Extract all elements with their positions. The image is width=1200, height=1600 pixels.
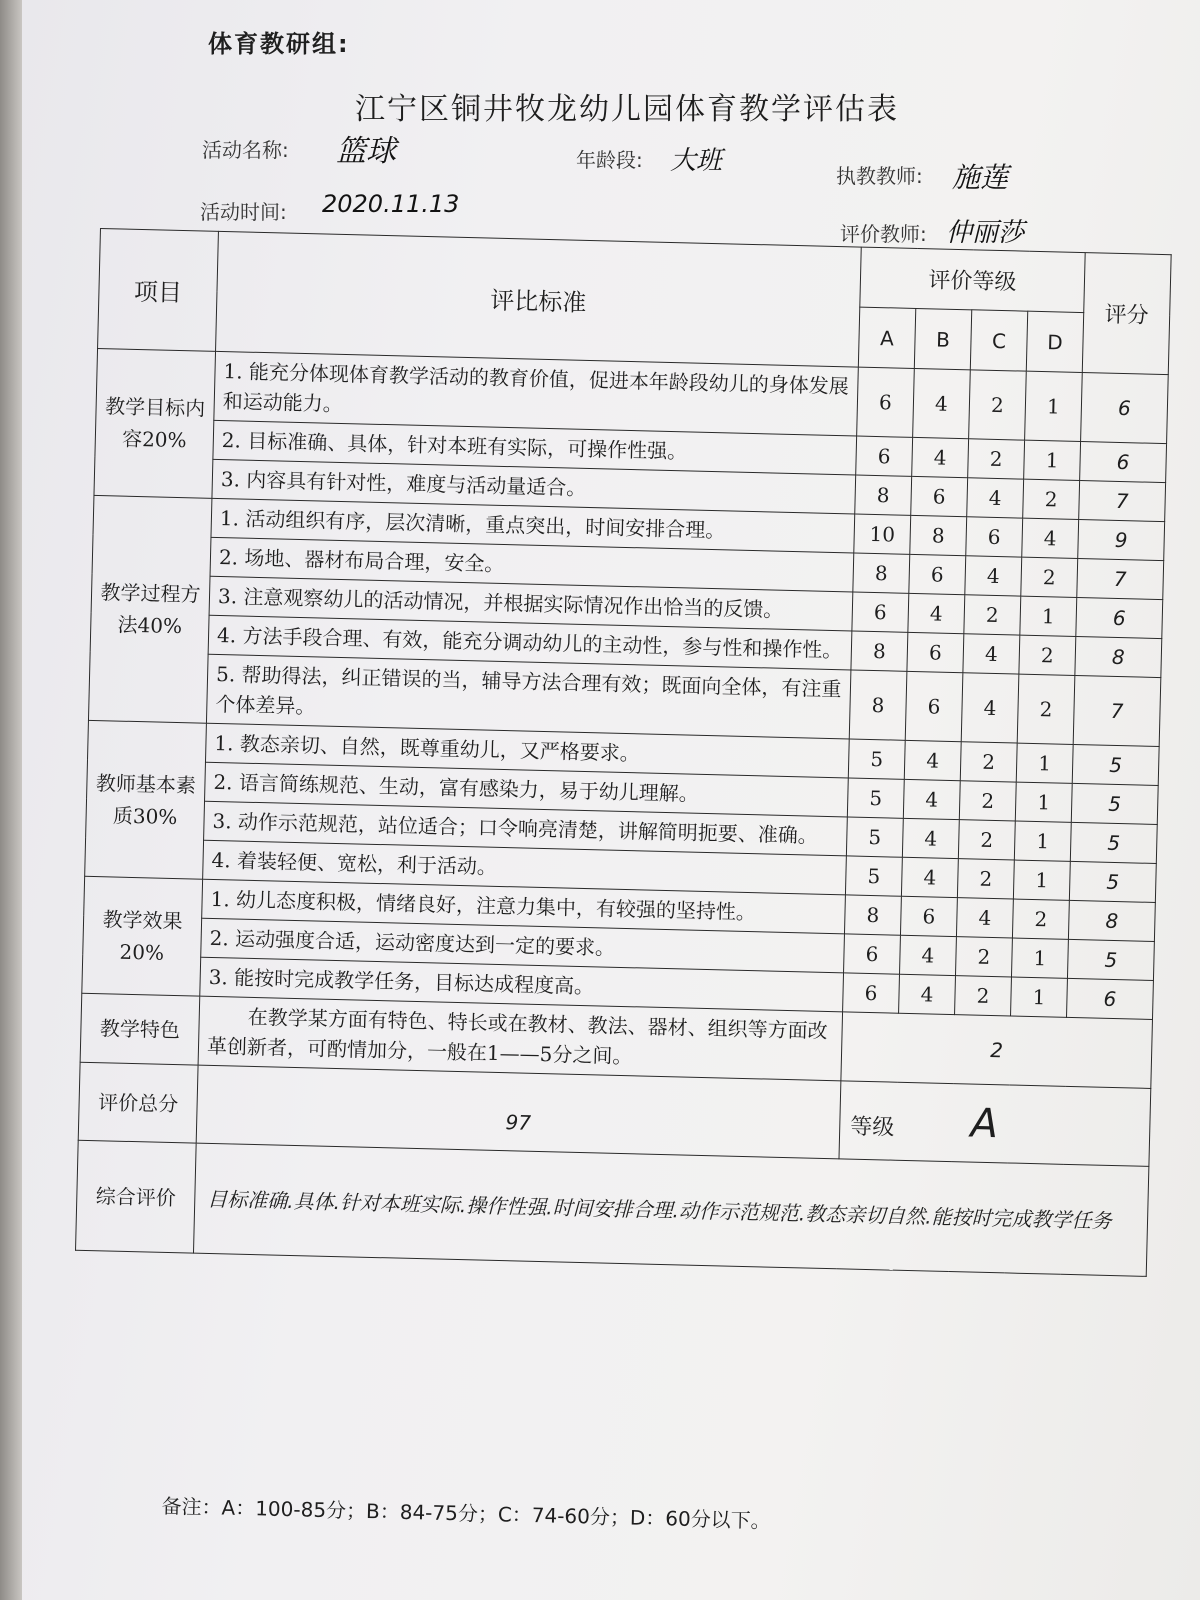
activity-time-label: 活动时间: <box>200 200 287 224</box>
level-d-value: 1 <box>1015 782 1072 822</box>
section-name: 教师基本素质30% <box>85 720 207 879</box>
criterion-text: 1. 教态亲切、自然，既尊重幼儿，又严格要求。 <box>205 723 849 778</box>
binding-spine <box>0 0 22 1600</box>
level-a-value: 8 <box>844 895 901 935</box>
grade-label: 等级 <box>849 1114 895 1141</box>
level-c-value: 4 <box>967 478 1024 518</box>
level-c-value: 2 <box>958 820 1015 860</box>
activity-name-label: 活动名称: <box>202 138 289 162</box>
level-a-value: 5 <box>845 856 902 896</box>
header-item: 项目 <box>98 229 219 352</box>
criterion-text: 3. 动作示范规范，站位适合；口令响亮清楚，讲解简明扼要、准确。 <box>204 801 848 856</box>
score-value: 7 <box>1077 558 1164 599</box>
group-title: 体育教研组: <box>208 30 350 58</box>
evaluator-label: 评价教师: <box>840 222 927 246</box>
level-b-value: 8 <box>910 515 967 555</box>
level-b-value: 4 <box>912 437 969 477</box>
feature-text: 在教学某方面有特色、特长或在教材、教法、器材、组织等方面改革创新者，可酌情加分，一般在1——5分之间。 <box>198 996 842 1081</box>
level-d-header: D <box>1026 311 1083 372</box>
level-a-value: 8 <box>853 553 910 593</box>
header-criteria: 评比标准 <box>216 231 862 367</box>
level-b-value: 4 <box>899 974 956 1014</box>
level-a-value: 6 <box>844 934 901 974</box>
level-b-value: 4 <box>901 857 958 897</box>
level-d-value: 1 <box>1025 371 1083 441</box>
level-c-value: 4 <box>963 634 1020 674</box>
score-value: 9 <box>1078 519 1165 560</box>
criterion-text: 4. 着装轻便、宽松，利于活动。 <box>203 840 847 895</box>
level-b-value: 4 <box>902 818 959 858</box>
level-d-value: 2 <box>1019 635 1076 675</box>
criterion-text: 2. 语言简练规范、生动，富有感染力，易于幼儿理解。 <box>205 762 849 817</box>
score-value: 6 <box>1067 978 1154 1019</box>
level-a-value: 5 <box>848 739 905 779</box>
level-a-value: 8 <box>849 670 907 740</box>
activity-time-value: 2020.11.13 <box>322 190 460 218</box>
level-d-value: 1 <box>1013 860 1070 900</box>
grade-value: A <box>970 1100 999 1147</box>
score-value: 5 <box>1072 744 1159 785</box>
criterion-text: 4. 方法手段合理、有效，能充分调动幼儿的主动性，参与性和操作性。 <box>208 615 852 670</box>
score-value: 5 <box>1069 861 1156 902</box>
level-a-value: 5 <box>846 817 903 857</box>
level-d-value: 1 <box>1011 938 1068 978</box>
total-value: 97 <box>196 1065 841 1159</box>
level-d-value: 2 <box>1023 479 1080 519</box>
criterion-text: 3. 内容具有针对性，难度与活动量适合。 <box>212 459 856 514</box>
criterion-text: 1. 活动组织有序，层次清晰，重点突出，时间安排合理。 <box>211 498 855 553</box>
level-d-value: 2 <box>1017 674 1075 744</box>
section-name: 教学目标内容20% <box>94 348 216 498</box>
level-c-value: 6 <box>966 517 1023 557</box>
grade-cell <box>839 1081 1151 1167</box>
criterion-text: 2. 场地、器材布局合理，安全。 <box>210 537 854 592</box>
level-c-value: 2 <box>964 595 1021 635</box>
level-b-value: 4 <box>908 593 965 633</box>
level-c-header: C <box>970 310 1027 371</box>
level-c-value: 2 <box>968 439 1025 479</box>
level-d-value: 1 <box>1016 743 1073 783</box>
level-b-value: 4 <box>900 935 957 975</box>
level-a-value: 10 <box>854 514 911 554</box>
comment-text: 目标准确.具体.针对本班实际.操作性强.时间安排合理.动作示范规范.教态亲切自然.能按时完成教学任务 <box>193 1143 1148 1276</box>
activity-name-value: 篮球 <box>336 134 396 169</box>
criterion-text: 2. 目标准确、具体，针对本班有实际，可操作性强。 <box>213 420 857 475</box>
level-d-value: 4 <box>1022 518 1079 558</box>
level-a-header: A <box>858 307 915 368</box>
level-c-value: 2 <box>959 781 1016 821</box>
level-b-value: 6 <box>907 632 964 672</box>
score-value: 6 <box>1081 373 1169 444</box>
level-b-value: 4 <box>904 740 961 780</box>
level-a-value: 8 <box>855 475 912 515</box>
score-value: 7 <box>1079 481 1166 522</box>
level-a-value: 6 <box>843 973 900 1013</box>
level-b-value: 4 <box>903 779 960 819</box>
header-levels: 评价等级 <box>860 247 1085 312</box>
criterion-text: 1. 能充分体现体育教学活动的教育价值，促进本年龄段幼儿的身体发展和运动能力。 <box>214 351 858 436</box>
level-a-value: 6 <box>856 436 913 476</box>
level-d-value: 1 <box>1014 821 1071 861</box>
level-b-value: 6 <box>905 671 963 741</box>
level-c-value: 2 <box>957 859 1014 899</box>
total-label: 评价总分 <box>78 1062 198 1143</box>
feature-label: 教学特色 <box>80 993 200 1065</box>
criterion-text: 5. 帮助得法，纠正错误的当，辅导方法合理有效；既面向全体，有注重个体差异。 <box>206 654 850 739</box>
score-value: 8 <box>1075 636 1162 677</box>
level-a-value: 8 <box>851 631 908 671</box>
age-group-label: 年龄段: <box>576 148 643 172</box>
score-value: 6 <box>1076 597 1163 638</box>
score-value: 8 <box>1068 900 1155 941</box>
score-value: 6 <box>1080 442 1167 483</box>
level-a-value: 5 <box>847 778 904 818</box>
section-name: 教学过程方法40% <box>88 495 211 723</box>
footnote: 备注：A：100-85分；B：84-75分；C：74-60分；D：60分以下。 <box>161 1493 772 1533</box>
evaluation-table <box>75 228 1172 1277</box>
score-value: 5 <box>1067 939 1154 980</box>
level-a-value: 6 <box>852 592 909 632</box>
level-b-value: 6 <box>900 896 957 936</box>
level-a-value: 6 <box>857 367 915 437</box>
level-c-value: 4 <box>965 556 1022 596</box>
score-value: 5 <box>1070 822 1157 863</box>
criterion-text: 1. 幼儿态度积极，情绪良好，注意力集中，有较强的坚持性。 <box>202 879 846 934</box>
comment-label: 综合评价 <box>76 1140 197 1253</box>
level-d-value: 2 <box>1012 899 1069 939</box>
level-d-value: 1 <box>1024 440 1081 480</box>
teacher-label: 执教教师: <box>836 164 923 188</box>
evaluator-value: 仲丽莎 <box>946 218 1025 248</box>
level-b-value: 6 <box>911 476 968 516</box>
header-score: 评分 <box>1082 253 1171 375</box>
document-title: 江宁区铜井牧龙幼儿园体育教学评估表 <box>355 92 899 127</box>
level-d-value: 1 <box>1020 596 1077 636</box>
age-group-value: 大班 <box>670 146 723 176</box>
teacher-value: 施莲 <box>952 161 1009 194</box>
level-c-value: 2 <box>969 370 1027 440</box>
level-c-value: 2 <box>955 937 1012 977</box>
level-c-value: 2 <box>955 976 1012 1016</box>
criterion-text: 3. 注意观察幼儿的活动情况，并根据实际情况作出恰当的反馈。 <box>209 576 853 631</box>
score-value: 5 <box>1071 783 1158 824</box>
criterion-text: 3. 能按时完成教学任务，目标达成程度高。 <box>200 957 844 1012</box>
level-b-value: 4 <box>913 368 971 438</box>
level-b-value: 6 <box>909 554 966 594</box>
score-value: 7 <box>1073 675 1161 746</box>
level-b-header: B <box>914 308 971 369</box>
criterion-text: 2. 运动强度合适，运动密度达到一定的要求。 <box>201 918 845 973</box>
level-c-value: 4 <box>961 673 1019 743</box>
level-d-value: 1 <box>1011 977 1068 1017</box>
level-c-value: 2 <box>960 742 1017 782</box>
feature-score: 2 <box>841 1012 1153 1089</box>
level-d-value: 2 <box>1021 557 1078 597</box>
section-name: 教学效果20% <box>82 876 203 996</box>
level-c-value: 4 <box>956 898 1013 938</box>
